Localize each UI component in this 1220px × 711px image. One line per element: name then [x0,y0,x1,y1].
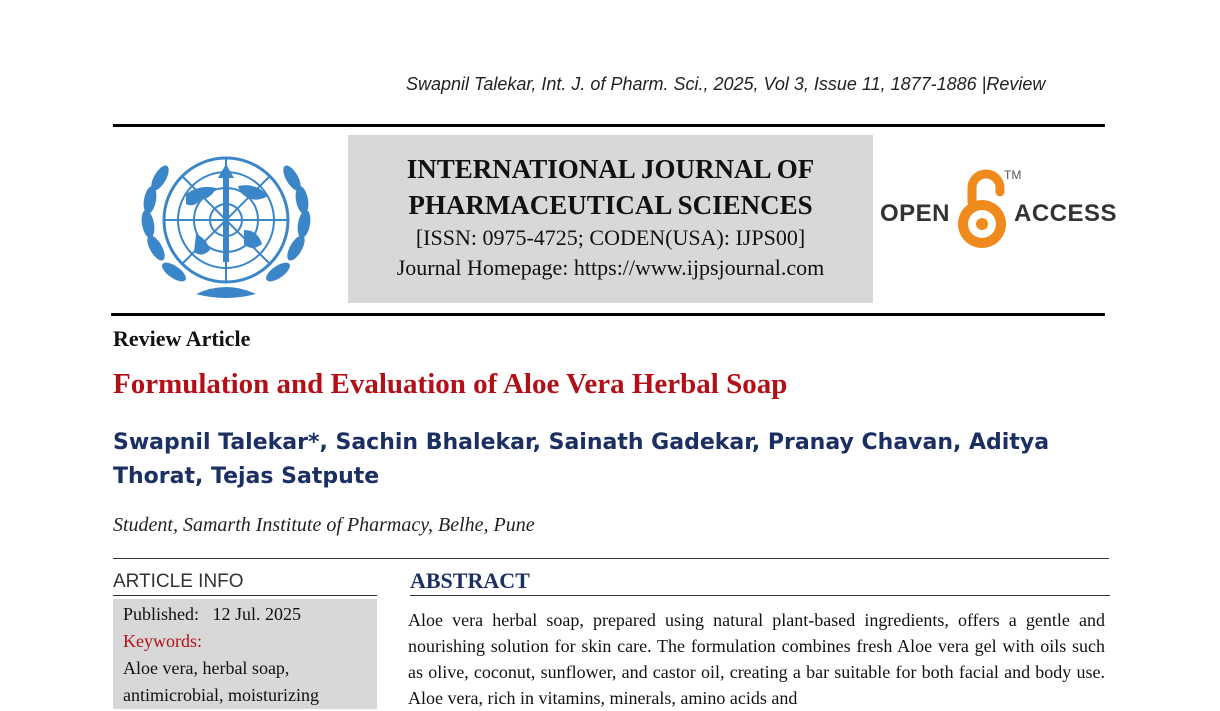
journal-masthead [348,135,873,303]
article-title: Formulation and Evaluation of Aloe Vera Herbal Soap [113,368,788,400]
journal-issn: [ISSN: 0975-4725; CODEN(USA): IJPS00] [415,225,806,250]
keywords-label: Keywords: [123,631,202,651]
globe-laurel-emblem-icon [126,138,326,308]
keywords-list: Aloe vera, herbal soap, antimicrobial, moisturizing [123,658,319,705]
published-label: Published: [123,604,200,624]
journal-title-line-2: PHARMACEUTICAL SCIENCES [408,190,813,220]
open-access-logo [878,162,1118,254]
author-list: Swapnil Talekar*, Sachin Bhalekar, Sainath Gadekar, Pranay Chavan, Aditya Thorat, Tejas Satpute [113,430,1050,489]
article-info-box [113,599,377,709]
running-header: Swapnil Talekar, Int. J. of Pharm. Sci., 2025, Vol 3, Issue 11, 1877-1886 |Review [406,74,1046,94]
article-type: Review Article [113,326,251,351]
abstract-heading: ABSTRACT [410,568,1110,596]
journal-homepage: Journal Homepage: https://www.ijpsjournal.com [396,255,825,280]
author-affiliation: Student, Samarth Institute of Pharmacy, Belhe, Pune [113,514,535,536]
header-top-rule [113,124,1105,127]
section-divider [113,558,1109,559]
journal-title-line-1: INTERNATIONAL JOURNAL OF [406,154,815,184]
open-access-word-access: ACCESS [1014,200,1118,227]
published-date: 12 Jul. 2025 [212,604,302,624]
open-access-word-open: OPEN [880,200,951,227]
header-bottom-rule [111,313,1105,316]
trademark-mark: TM [1004,168,1022,182]
published-row [123,601,377,628]
abstract-text: Aloe vera herbal soap, prepared using natural plant-based ingredients, offers a gentle and nourishing solution for skin care. The formulation combines fresh Aloe vera gel with oils such as olive, coconut, sunflower, and castor oil, creating a bar suitable for both facial and body use. Aloe vera, rich in vitamins, minerals, amino acids and [408,610,1105,708]
article-info-heading: ARTICLE INFO [113,571,377,596]
